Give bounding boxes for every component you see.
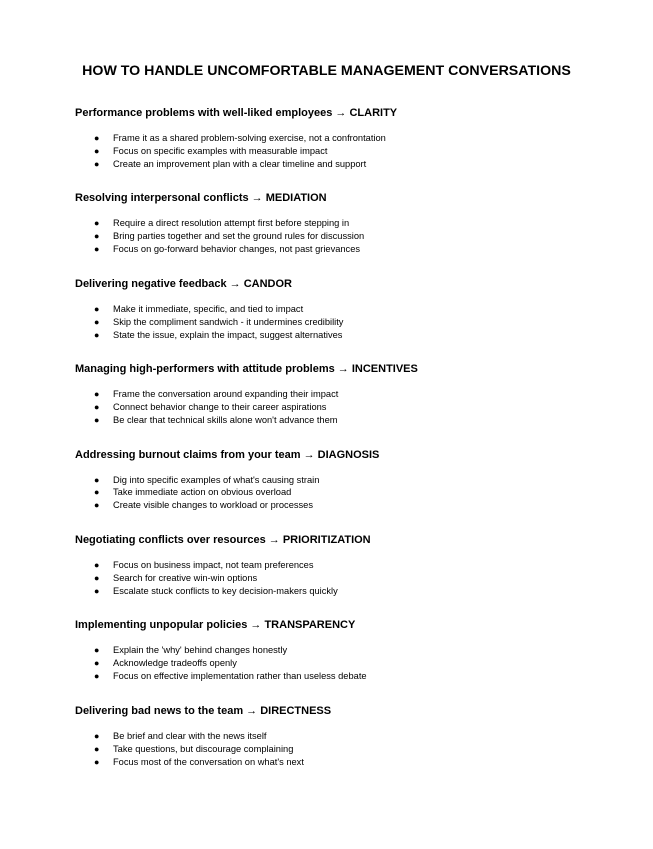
list-item [75, 145, 386, 158]
list-item-text: Explain the 'why' behind changes honestly [113, 645, 288, 656]
list-item [75, 559, 338, 572]
list-item [75, 243, 364, 256]
list-item [75, 644, 367, 657]
list-item-text: Focus on specific examples with measurable impact [113, 145, 328, 156]
list-item-text: Be brief and clear with the news itself [113, 730, 267, 741]
list-item-text: Acknowledge tradeoffs openly [113, 658, 237, 669]
list-item-text: Be clear that technical skills alone won't advance them [113, 414, 338, 425]
section [75, 448, 615, 533]
list-item [75, 132, 386, 145]
list-item [75, 316, 343, 329]
list-item-text: Search for creative win-win options [113, 572, 258, 583]
section [75, 533, 615, 618]
bullet-icon: ● [94, 133, 100, 143]
bullet-list [75, 474, 319, 513]
list-item [75, 414, 338, 427]
list-item [75, 657, 367, 670]
bullet-icon: ● [94, 572, 100, 583]
bullet-icon: ● [94, 158, 100, 169]
section-heading: Resolving interpersonal conflicts → MEDIATION [75, 192, 327, 205]
list-item [75, 730, 304, 743]
list-item-text: Require a direct resolution attempt first before stepping in [113, 218, 350, 229]
list-item [75, 499, 319, 512]
list-item [75, 217, 364, 230]
bullet-icon: ● [94, 671, 100, 682]
bullet-icon: ● [94, 500, 100, 511]
list-item-text: Make it immediate, specific, and tied to impact [113, 303, 304, 314]
bullet-icon: ● [94, 645, 100, 656]
bullet-list [75, 559, 338, 598]
bullet-icon: ● [94, 559, 100, 570]
bullet-icon: ● [94, 402, 100, 413]
section-heading: Delivering bad news to the team → DIRECTNESS [75, 704, 332, 717]
list-item [75, 670, 367, 683]
section [75, 191, 615, 276]
bullet-list [75, 217, 364, 256]
list-item-text: Take immediate action on obvious overload [113, 487, 292, 498]
page-title: HOW TO HANDLE UNCOMFORTABLE MANAGEMENT CONVERSATIONS [82, 63, 571, 79]
list-item-text: Create an improvement plan with a clear timeline and support [113, 158, 367, 169]
section-list [75, 106, 615, 789]
bullet-icon: ● [94, 756, 100, 767]
bullet-icon: ● [94, 730, 100, 741]
list-item [75, 230, 364, 243]
list-item [75, 756, 304, 769]
bullet-icon: ● [94, 316, 100, 327]
list-item-text: Bring parties together and set the ground rules for discussion [113, 231, 365, 242]
list-item [75, 303, 343, 316]
bullet-list [75, 132, 386, 171]
list-item [75, 486, 319, 499]
bullet-icon: ● [94, 244, 100, 255]
section [75, 704, 615, 789]
list-item [75, 388, 338, 401]
list-item [75, 743, 304, 756]
list-item-text: Focus most of the conversation on what's next [113, 756, 304, 767]
list-item-text: Take questions, but discourage complaining [113, 743, 294, 754]
bullet-icon: ● [94, 585, 100, 596]
section [75, 106, 615, 191]
list-item-text: Focus on business impact, not team preferences [113, 559, 314, 570]
bullet-list [75, 303, 343, 342]
list-item-text: Escalate stuck conflicts to key decision-makers quickly [113, 585, 338, 596]
section [75, 277, 615, 362]
list-item [75, 572, 338, 585]
section-heading: Implementing unpopular policies → TRANSPARENCY [75, 619, 356, 632]
list-item-text: State the issue, explain the impact, suggest alternatives [113, 329, 343, 340]
bullet-icon: ● [94, 658, 100, 669]
list-item [75, 158, 386, 171]
bullet-icon: ● [94, 487, 100, 498]
bullet-icon: ● [94, 231, 100, 242]
bullet-list [75, 388, 338, 427]
section-heading: Managing high-performers with attitude problems → INCENTIVES [75, 363, 418, 376]
section-heading: Delivering negative feedback → CANDOR [75, 277, 293, 290]
bullet-icon: ● [94, 303, 100, 314]
bullet-icon: ● [94, 329, 100, 340]
list-item-text: Focus on go-forward behavior changes, not past grievances [113, 244, 361, 255]
section [75, 618, 615, 703]
section-heading: Addressing burnout claims from your team → DIAGNOSIS [75, 448, 380, 461]
bullet-icon: ● [94, 743, 100, 754]
section [75, 362, 615, 447]
list-item-text: Frame it as a shared problem-solving exercise, not a confrontation [113, 133, 386, 143]
bullet-list [75, 730, 304, 769]
list-item [75, 329, 343, 342]
section-heading: Performance problems with well-liked employees → CLARITY [75, 107, 398, 119]
bullet-icon: ● [94, 389, 100, 400]
list-item [75, 474, 319, 487]
list-item [75, 401, 338, 414]
bullet-icon: ● [94, 218, 100, 229]
bullet-list [75, 644, 367, 683]
list-item [75, 585, 338, 598]
list-item-text: Dig into specific examples of what's causing strain [113, 474, 320, 485]
bullet-icon: ● [94, 145, 100, 156]
list-item-text: Connect behavior change to their career aspirations [113, 402, 327, 413]
bullet-icon: ● [94, 474, 100, 485]
section-heading: Negotiating conflicts over resources → PRIORITIZATION [75, 533, 371, 546]
list-item-text: Create visible changes to workload or processes [113, 500, 313, 511]
bullet-icon: ● [94, 414, 100, 425]
list-item-text: Skip the compliment sandwich - it undermines credibility [113, 316, 344, 327]
list-item-text: Focus on effective implementation rather than useless debate [113, 671, 367, 682]
list-item-text: Frame the conversation around expanding their impact [113, 389, 339, 400]
